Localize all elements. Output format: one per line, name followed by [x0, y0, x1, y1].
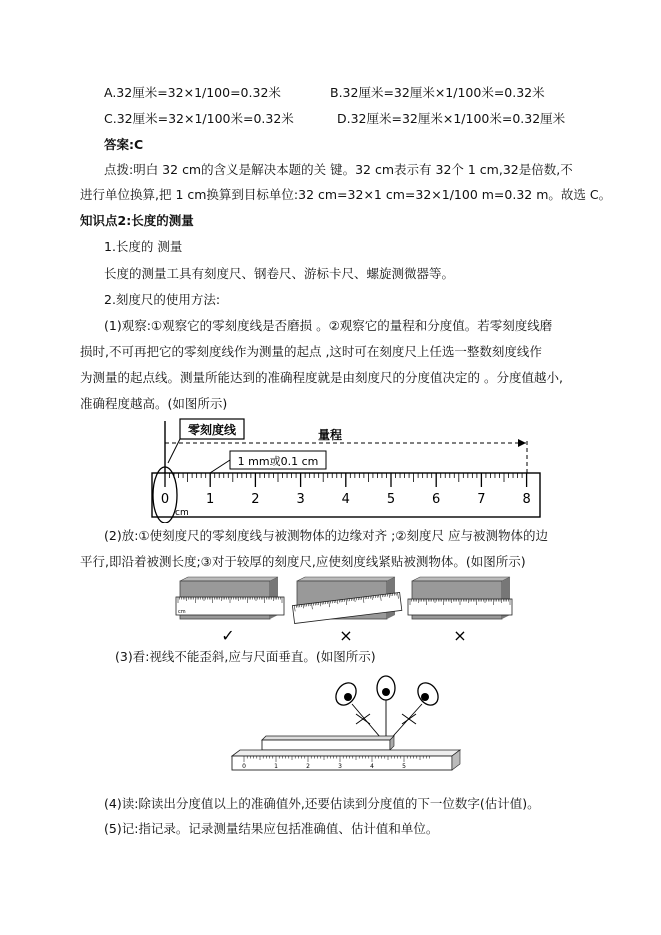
ruler-tick-label: 0 [160, 492, 170, 507]
ruler-tick-label: 7 [477, 492, 486, 507]
ruler-figure [140, 415, 550, 523]
eye-left-icon [332, 679, 361, 709]
view-ruler-tick-label: 2 [306, 763, 310, 770]
ruler-tick-label: 2 [251, 492, 260, 507]
ruler-tick-label: 6 [432, 492, 441, 507]
svg-text:cm: cm [178, 609, 186, 615]
view-ruler-tick-label: 3 [338, 763, 342, 770]
option-a: A.32厘米=32×1/100=0.32米 [104, 85, 281, 100]
s1-text: 长度的测量工具有刻度尺、钢卷尺、游标卡尺、螺旋测微器等。 [104, 266, 455, 281]
ruler-tick-label: 1 [206, 492, 215, 507]
option-c: C.32厘米=32×1/100米=0.32米 [104, 111, 294, 126]
section-title: 知识点2:长度的测量 [80, 213, 194, 228]
zero-line-label: 零刻度线 [187, 423, 237, 437]
range-label: 量程 [317, 428, 343, 442]
option-d: D.32厘米=32厘米×1/100米=0.32厘米 [337, 111, 566, 126]
placement-tilted [292, 577, 401, 624]
viewing-figure [228, 672, 464, 778]
view-ruler-tick-label: 0 [242, 763, 246, 770]
answer: 答案:C [104, 137, 144, 152]
place-line-2: 平行,即沿着被测长度;③对于较厚的刻度尺,应使刻度线紧贴被测物体。(如图所示) [80, 554, 526, 569]
eye-right-icon [414, 679, 443, 709]
placement-thick [408, 577, 512, 619]
read-line: (4)读:除读出分度值以上的准确值外,还要估读到分度值的下一位数字(估计值)。 [104, 796, 540, 811]
ruler-tick-label: 3 [296, 492, 305, 507]
observe-line-1: (1)观察:①观察它的零刻度线是否磨损 。②观察它的量程和分度值。若零刻度线磨 [104, 318, 553, 333]
ruler-tick-label: 8 [522, 492, 531, 507]
mark-correct: ✓ [221, 626, 235, 645]
option-b: B.32厘米=32厘米×1/100米=0.32米 [330, 85, 545, 100]
hint-line-2: 进行单位换算,把 1 cm换算到目标单位:32 cm=32×1 cm=32×1/100 m=0.32 m。故选 C。 [80, 187, 612, 202]
record-line: (5)记:指记录。记录测量结果应包括准确值、估计值和单位。 [104, 821, 439, 836]
observe-line-2: 损时,不可再把它的零刻度线作为测量的起点 ,这时可在刻度尺上任选一整数刻度线作 [80, 344, 542, 359]
observe-line-3: 为测量的起点线。测量所能达到的准确程度就是由刻度尺的分度值决定的 。分度值越小, [80, 370, 563, 385]
division-label: 1 mm或0.1 cm [237, 455, 319, 468]
placement-correct [176, 577, 284, 619]
observe-line-4: 准确程度越高。(如图所示) [80, 396, 228, 411]
view-ruler-tick-label: 1 [274, 763, 278, 770]
ruler-unit: cm [175, 508, 189, 518]
mark-wrong-2: × [453, 626, 467, 645]
hint-line-1: 点拨:明白 32 cm的含义是解决本题的关 键。32 cm表示有 32个 1 cm,32是倍数,不 [104, 162, 573, 177]
view-ruler-tick-label: 5 [402, 763, 406, 770]
s2-title: 2.刻度尺的使用方法: [104, 292, 221, 307]
place-line-1: (2)放:①使刻度尺的零刻度线与被测物体的边缘对齐 ;②刻度尺 应与被测物体的边 [104, 528, 548, 543]
look-line: (3)看:视线不能歪斜,应与尺面垂直。(如图所示) [115, 649, 376, 664]
eye-center-icon [377, 676, 395, 700]
placement-figure [172, 575, 517, 645]
s1-title: 1.长度的 测量 [104, 239, 183, 254]
ruler-tick-label: 5 [386, 492, 396, 507]
view-ruler-tick-label: 4 [370, 763, 374, 770]
ruler-tick-label: 4 [341, 492, 350, 507]
mark-wrong-1: × [339, 626, 353, 645]
